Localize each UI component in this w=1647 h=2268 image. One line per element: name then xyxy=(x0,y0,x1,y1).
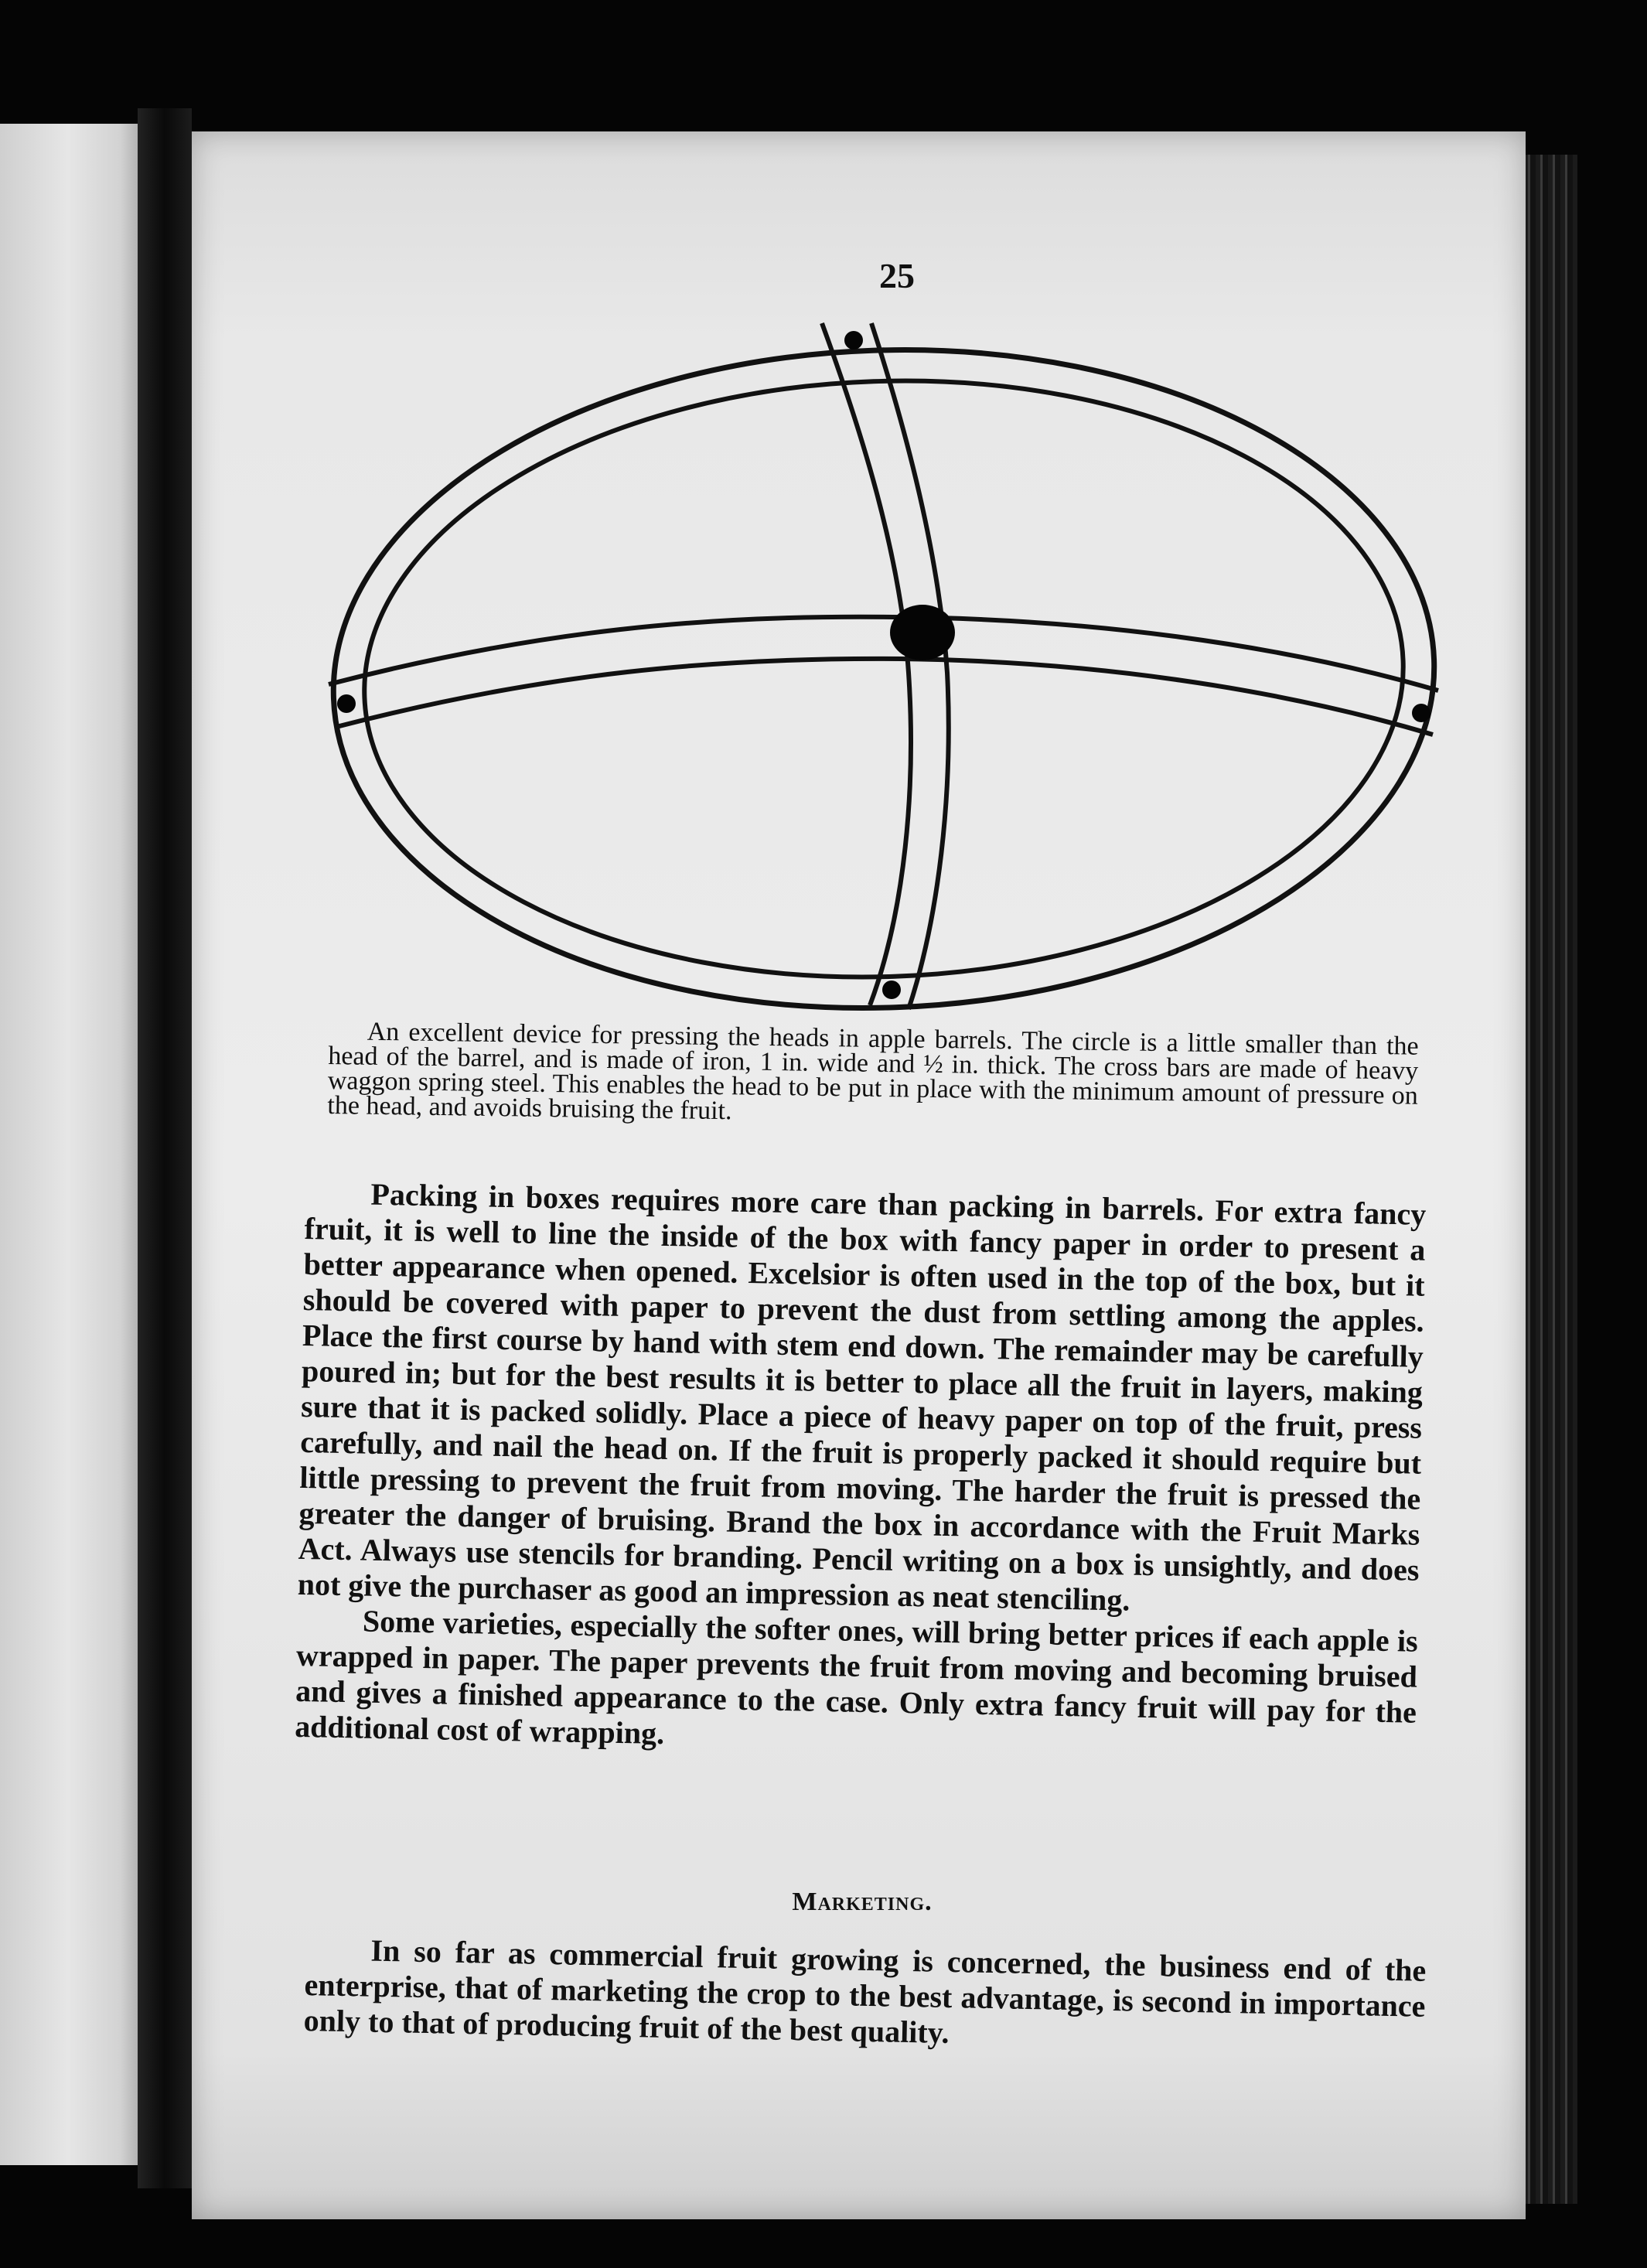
barrel-press-illustration xyxy=(305,309,1458,1036)
iron-ring-inner xyxy=(354,363,1413,994)
marketing-text xyxy=(303,1932,1426,2060)
rivet-left xyxy=(337,694,356,713)
centre-bolt xyxy=(890,605,955,660)
rivet-bottom xyxy=(882,981,901,999)
paragraph-marketing: In so far as commercial fruit growing is concerned, the business end of the enterprise, that of marketing the crop to the best advantage, is second in importance only to that of producing fruit of the best quality. xyxy=(303,1932,1427,2051)
book-gutter xyxy=(138,108,192,2188)
facing-page xyxy=(0,124,151,2165)
page-number: 25 xyxy=(879,256,915,295)
rivet-right xyxy=(1412,704,1430,722)
cross-bar-horizontal xyxy=(329,617,1438,691)
section-heading: Marketing. xyxy=(792,1888,933,1916)
iron-ring-outer xyxy=(322,331,1446,1026)
body-text xyxy=(295,1175,1427,1766)
rivet-top xyxy=(844,331,863,350)
cross-bar-vertical xyxy=(822,323,911,1005)
page-edges xyxy=(1523,155,1577,2204)
paragraph-wrapping: Some varieties, especially the softer ones, will bring better prices if each apple is wrapped in paper. The paper prevents the fruit from moving and becoming bruised and gives a finished appearance to the case. Only extra fancy fruit will pay for the additional cost of wrapping. xyxy=(294,1603,1419,1751)
figure-caption: An excellent device for pressing the heads in apple barrels. The circle is a little smaller than the head of the barrel, and is made of iron, 1 in. wide and ½ in. thick. The cross bars are made of heavy waggon spring steel. This enables the head to be put in place with the minimum amount of pressure on the head, and avoids bruising the fruit. xyxy=(327,1017,1419,1126)
paragraph-packing-boxes: Packing in boxes requires more care than packing in barrels. For extra fancy fruit, it is well to line the inside of the box with fancy paper in order to present a better appearance when opened. Excelsior is often used in the top of the box, but it should be covered with paper to prevent the dust from settling among the apples. Place the first course by hand with stem end down. The remainder may be carefully poured in; but for the best results it is better to place all the fruit in layers, making sure that it is packed solidly. Place a piece of heavy paper on top of the fruit, press carefully, and nail the head on. If the fruit is properly packed it should require but little pressing to prevent the fruit from moving. The harder the fruit is pressed the greater the danger of bruising. Brand the box in accordance with the Fruit Marks Act. Always use stencils for branding. Pencil writing on a box is unsightly, and does not give the purchaser as good an impression as neat stenciling. xyxy=(297,1176,1427,1618)
